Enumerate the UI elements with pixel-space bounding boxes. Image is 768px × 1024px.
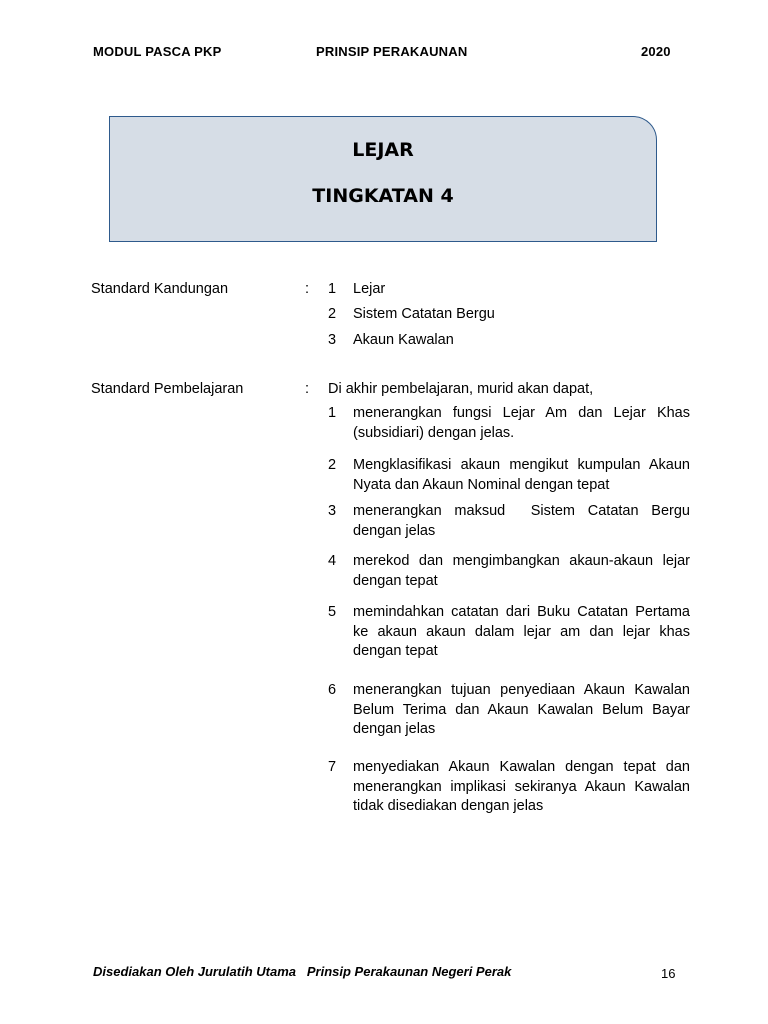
colon: : (305, 381, 310, 397)
list-item-number: 1 (328, 405, 337, 421)
colon: : (305, 281, 310, 297)
list-item-number: 2 (328, 306, 337, 322)
intro-text: Di akhir pembelajaran, murid akan dapat, (328, 381, 594, 397)
list-item-number: 4 (328, 553, 337, 569)
standard-pembelajaran-label: Standard Pembelajaran (91, 381, 244, 397)
page-number: 16 (661, 966, 676, 981)
list-item: menerangkan maksud Sistem Catatan Bergu dengan jelas (353, 503, 695, 539)
standard-kandungan-label: Standard Kandungan (91, 281, 229, 297)
list-item: merekod dan mengimbangkan akaun-akaun lejar dengan tepat (353, 553, 690, 589)
header-module-title: MODUL PASCA PKP (93, 44, 222, 59)
list-item: menerangkan fungsi Lejar Am dan Lejar Khas (subsidiari) dengan jelas. (353, 405, 690, 441)
header-year: 2020 (641, 44, 671, 59)
list-item-number: 5 (328, 604, 337, 620)
list-item: Sistem Catatan Bergu (353, 306, 495, 322)
footer-credit (93, 964, 511, 979)
list-item: memindahkan catatan dari Buku Catatan Pertama ke akaun akaun dalam lejar am dan lejar khas dengan tepat (353, 604, 690, 659)
list-item: Lejar (353, 281, 386, 297)
list-item: menyediakan Akaun Kawalan dengan tepat dan menerangkan implikasi sekiranya Akaun Kawalan tidak disediakan dengan jelas (353, 759, 690, 814)
form-level-title: TINGKATAN 4 (312, 185, 454, 207)
footer-subject: Prinsip Perakaunan Negeri Perak (306, 964, 512, 979)
footer-prepared-by: Disediakan Oleh Jurulatih Utama (93, 964, 297, 979)
list-item-number: 2 (328, 457, 337, 473)
list-item: Mengklasifikasi akaun mengikut kumpulan Akaun Nyata dan Akaun Nominal dengan tepat (353, 457, 690, 493)
list-item-number: 3 (328, 332, 337, 348)
list-item-number: 6 (328, 682, 337, 698)
list-item: Akaun Kawalan (353, 332, 454, 348)
list-item: menerangkan tujuan penyediaan Akaun Kawalan Belum Terima dan Akaun Kawalan Belum Bayar dengan jelas (353, 682, 690, 737)
list-item-number: 1 (328, 281, 337, 297)
topic-title: LEJAR (352, 139, 414, 161)
list-item-number: 3 (328, 503, 337, 519)
title-box (109, 116, 657, 242)
header-subject: PRINSIP PERAKAUNAN (316, 44, 468, 59)
list-item-number: 7 (328, 759, 337, 775)
